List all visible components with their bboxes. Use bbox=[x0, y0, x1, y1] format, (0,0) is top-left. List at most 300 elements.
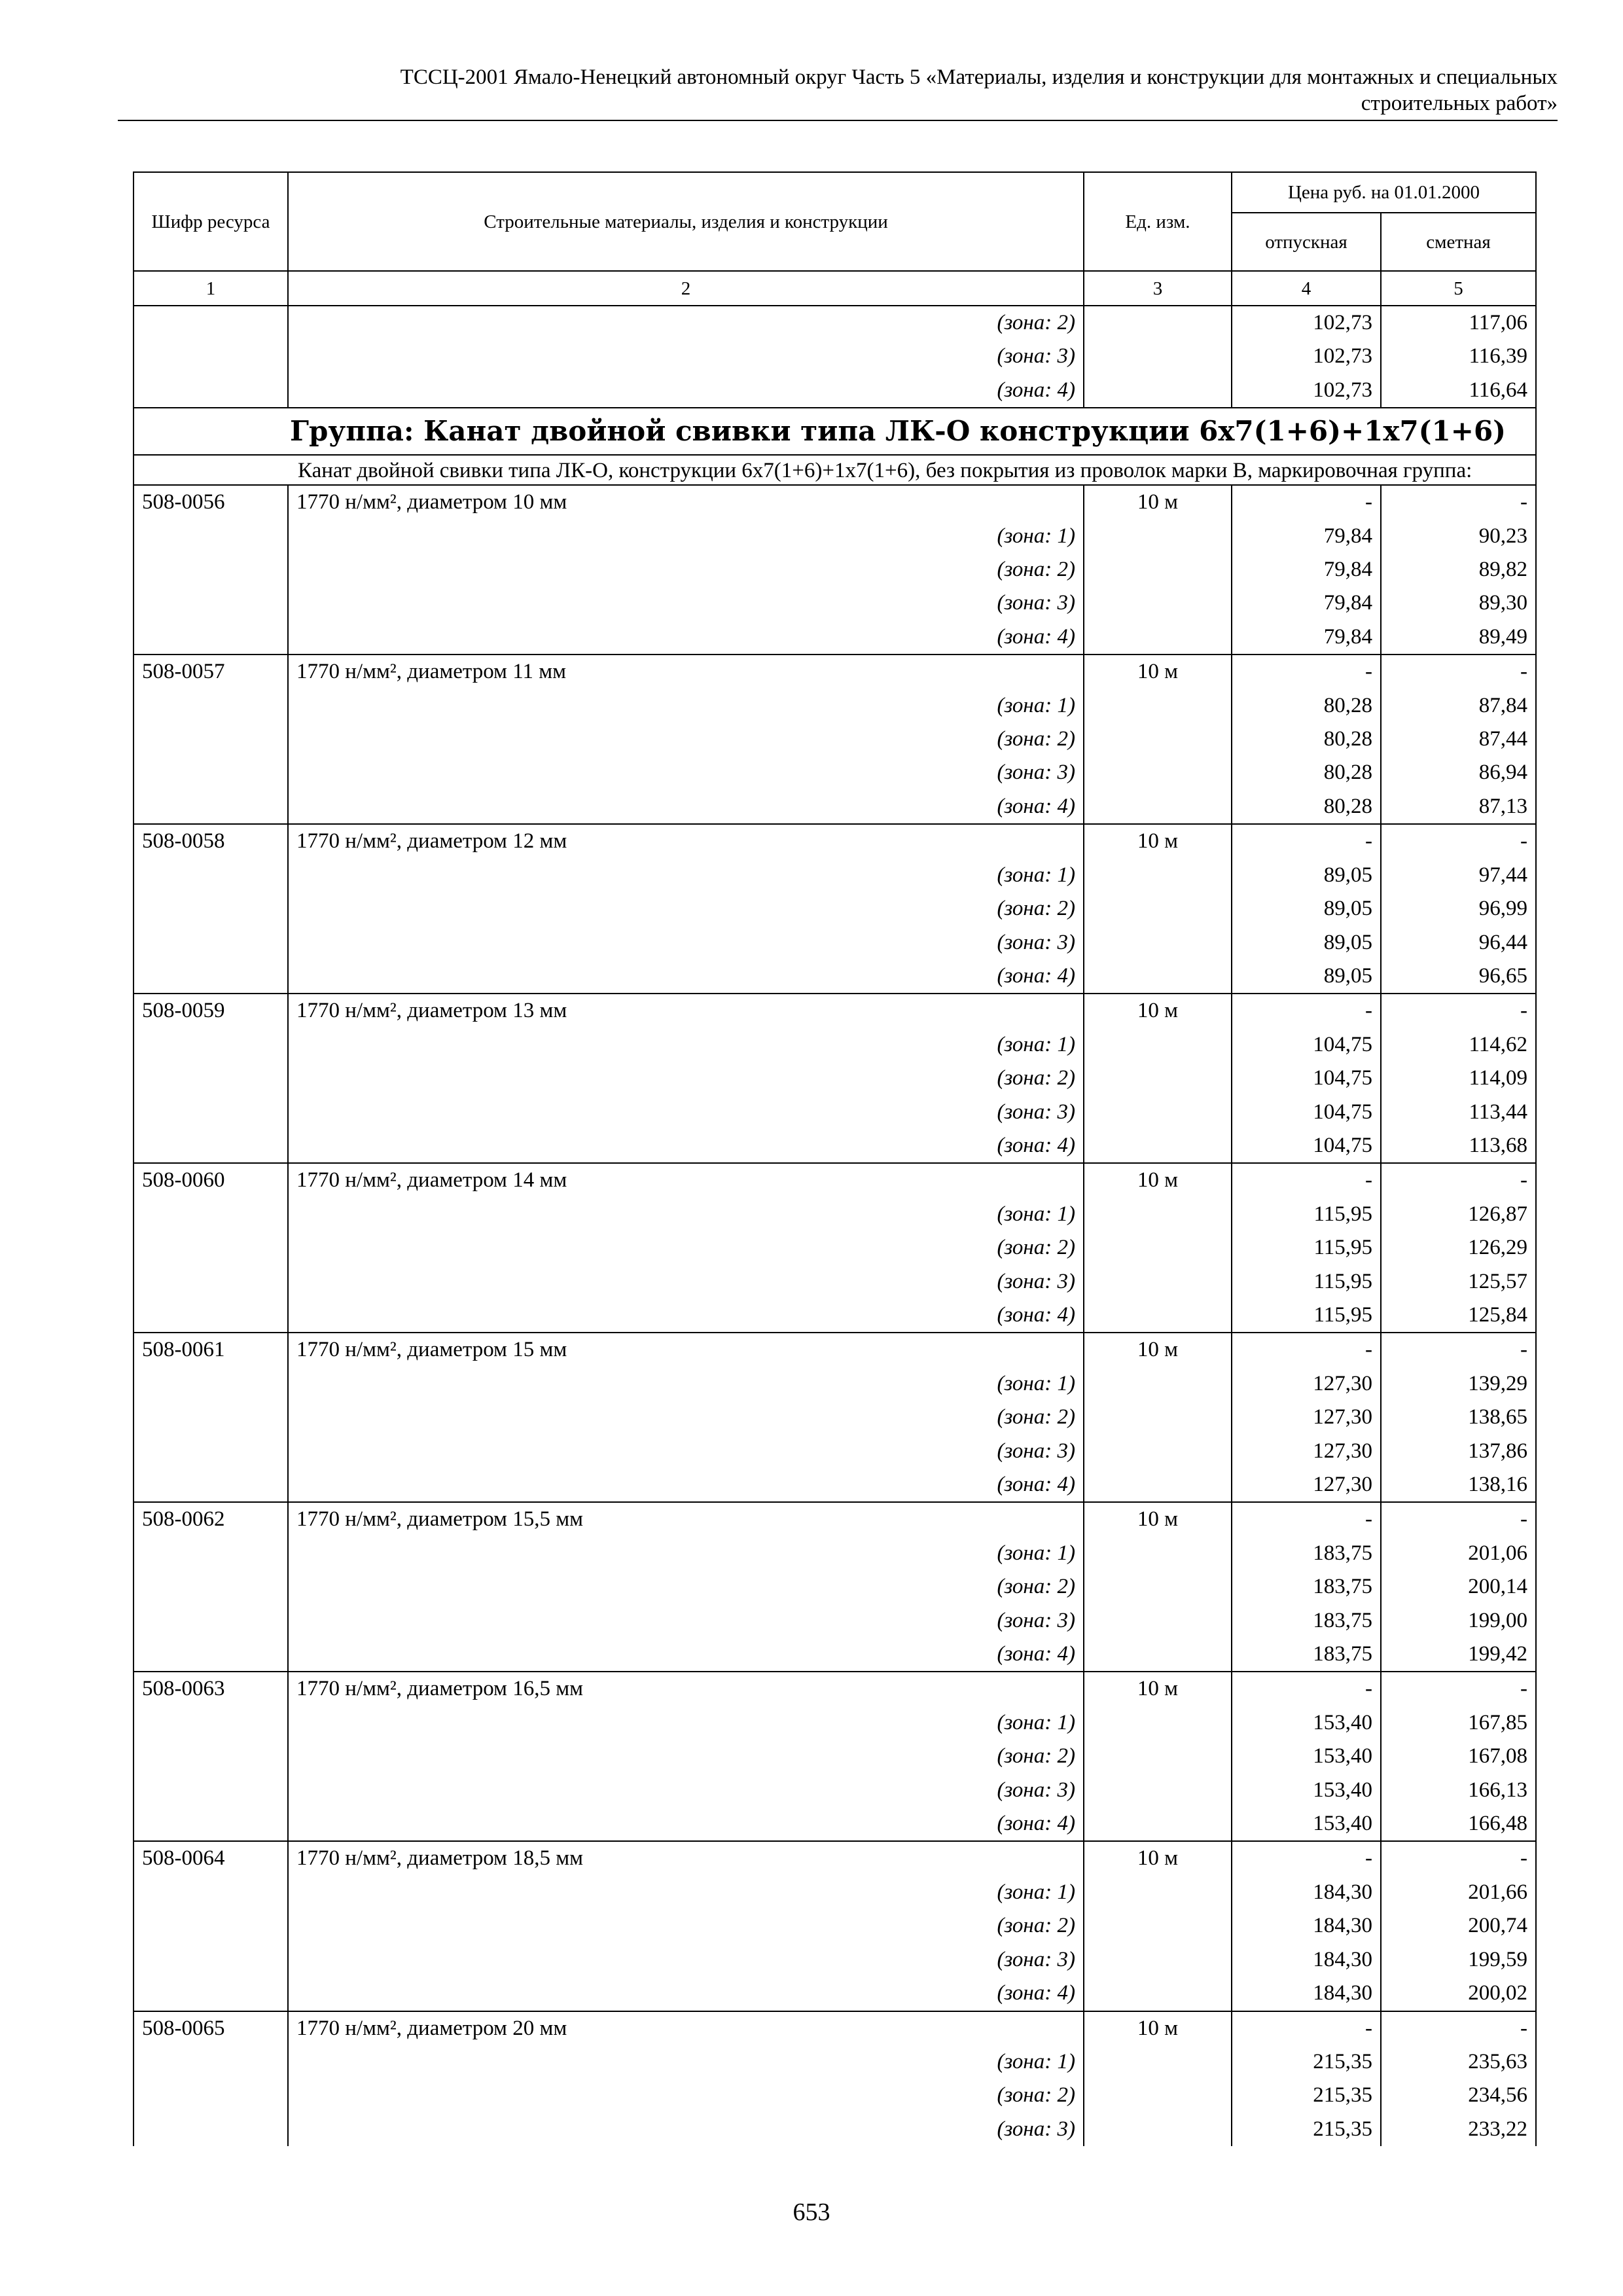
release-price: 115,95 bbox=[1232, 1299, 1381, 1333]
estimate-price: 166,48 bbox=[1381, 1807, 1536, 1841]
zone-label: (зона: 4) bbox=[288, 1299, 1084, 1333]
zone-label: (зона: 2) bbox=[288, 1740, 1084, 1773]
zone-row bbox=[134, 1231, 1536, 1265]
zone-row bbox=[134, 586, 1536, 620]
empty-code-cell bbox=[134, 1977, 288, 2011]
item-row bbox=[134, 1502, 1536, 1536]
page-number: 653 bbox=[793, 2198, 830, 2226]
empty-unit-cell bbox=[1084, 306, 1232, 340]
estimate-price: - bbox=[1381, 1672, 1536, 1706]
estimate-price: 117,06 bbox=[1381, 306, 1536, 340]
zone-row bbox=[134, 790, 1536, 824]
empty-unit-cell bbox=[1084, 2045, 1232, 2079]
empty-unit-cell bbox=[1084, 1028, 1232, 1062]
empty-unit-cell bbox=[1084, 892, 1232, 925]
empty-unit-cell bbox=[1084, 1401, 1232, 1434]
col-header-estimate: сметная bbox=[1381, 213, 1536, 271]
empty-unit-cell bbox=[1084, 520, 1232, 553]
column-number: 2 bbox=[288, 271, 1084, 306]
empty-unit-cell bbox=[1084, 1265, 1232, 1299]
release-price: 79,84 bbox=[1232, 586, 1381, 620]
zone-row bbox=[134, 1062, 1536, 1095]
zone-label: (зона: 1) bbox=[288, 1876, 1084, 1909]
zone-label: (зона: 1) bbox=[288, 520, 1084, 553]
resource-code: 508-0057 bbox=[134, 655, 288, 689]
group-description-row bbox=[134, 455, 1536, 485]
zone-row bbox=[134, 2079, 1536, 2112]
release-price: 184,30 bbox=[1232, 1909, 1381, 1943]
release-price: 183,75 bbox=[1232, 1537, 1381, 1570]
zone-label: (зона: 1) bbox=[288, 1367, 1084, 1401]
zone-label: (зона: 4) bbox=[288, 790, 1084, 824]
estimate-price: 114,62 bbox=[1381, 1028, 1536, 1062]
empty-unit-cell bbox=[1084, 1807, 1232, 1841]
zone-label: (зона: 4) bbox=[288, 1129, 1084, 1163]
release-price: 79,84 bbox=[1232, 553, 1381, 586]
zone-label: (зона: 4) bbox=[288, 1807, 1084, 1841]
release-price: - bbox=[1232, 1163, 1381, 1197]
empty-unit-cell bbox=[1084, 1468, 1232, 1502]
empty-unit-cell bbox=[1084, 1604, 1232, 1638]
col-header-price: Цена руб. на 01.01.2000 bbox=[1232, 172, 1536, 213]
zone-row bbox=[134, 1740, 1536, 1773]
unit: 10 м bbox=[1084, 1502, 1232, 1536]
zone-label: (зона: 3) bbox=[288, 2113, 1084, 2146]
estimate-price: 125,57 bbox=[1381, 1265, 1536, 1299]
estimate-price: 139,29 bbox=[1381, 1367, 1536, 1401]
empty-unit-cell bbox=[1084, 620, 1232, 655]
zone-label: (зона: 3) bbox=[288, 926, 1084, 960]
empty-code-cell bbox=[134, 1909, 288, 1943]
estimate-price: 167,08 bbox=[1381, 1740, 1536, 1773]
empty-unit-cell bbox=[1084, 1977, 1232, 2011]
empty-code-cell bbox=[134, 1265, 288, 1299]
empty-code-cell bbox=[134, 2045, 288, 2079]
empty-code-cell bbox=[134, 1537, 288, 1570]
zone-row bbox=[134, 756, 1536, 789]
estimate-price: 200,74 bbox=[1381, 1909, 1536, 1943]
resource-code: 508-0061 bbox=[134, 1333, 288, 1367]
estimate-price: 126,87 bbox=[1381, 1198, 1536, 1231]
empty-unit-cell bbox=[1084, 723, 1232, 756]
item-row bbox=[134, 1333, 1536, 1367]
release-price: 102,73 bbox=[1232, 340, 1381, 373]
zone-row bbox=[134, 1468, 1536, 1502]
empty-code-cell bbox=[134, 553, 288, 586]
estimate-price: 86,94 bbox=[1381, 756, 1536, 789]
zone-row bbox=[134, 1977, 1536, 2011]
item-name: 1770 н/мм², диаметром 16,5 мм bbox=[288, 1672, 1084, 1706]
release-price: 127,30 bbox=[1232, 1401, 1381, 1434]
estimate-price: 96,99 bbox=[1381, 892, 1536, 925]
zone-row bbox=[134, 960, 1536, 994]
empty-unit-cell bbox=[1084, 1570, 1232, 1604]
resource-code: 508-0060 bbox=[134, 1163, 288, 1197]
estimate-price: 138,65 bbox=[1381, 1401, 1536, 1434]
release-price: - bbox=[1232, 824, 1381, 858]
group-title-cell bbox=[134, 408, 1536, 455]
zone-label: (зона: 1) bbox=[288, 2045, 1084, 2079]
empty-code-cell bbox=[134, 689, 288, 723]
unit: 10 м bbox=[1084, 1333, 1232, 1367]
estimate-price: 200,02 bbox=[1381, 1977, 1536, 2011]
empty-code-cell bbox=[134, 2113, 288, 2146]
empty-code-cell bbox=[134, 340, 288, 373]
zone-row bbox=[134, 1367, 1536, 1401]
empty-code-cell bbox=[134, 1231, 288, 1265]
empty-unit-cell bbox=[1084, 1435, 1232, 1468]
release-price: 127,30 bbox=[1232, 1367, 1381, 1401]
zone-label: (зона: 1) bbox=[288, 1537, 1084, 1570]
empty-code-cell bbox=[134, 790, 288, 824]
release-price: 127,30 bbox=[1232, 1468, 1381, 1502]
release-price: 89,05 bbox=[1232, 859, 1381, 892]
item-row bbox=[134, 1163, 1536, 1197]
estimate-price: 116,39 bbox=[1381, 340, 1536, 373]
release-price: 104,75 bbox=[1232, 1129, 1381, 1163]
release-price: 215,35 bbox=[1232, 2079, 1381, 2112]
column-number: 5 bbox=[1381, 271, 1536, 306]
estimate-price: 201,06 bbox=[1381, 1537, 1536, 1570]
release-price: 104,75 bbox=[1232, 1062, 1381, 1095]
table-header-row bbox=[134, 172, 1536, 213]
empty-code-cell bbox=[134, 960, 288, 994]
header-line-1: ТССЦ-2001 Ямало-Ненецкий автономный округ Часть 5 «Материалы, изделия и конструкции для монтажных и специальных bbox=[400, 65, 1558, 89]
release-price: 80,28 bbox=[1232, 756, 1381, 789]
item-name: 1770 н/мм², диаметром 12 мм bbox=[288, 824, 1084, 858]
empty-code-cell bbox=[134, 1435, 288, 1468]
resource-code: 508-0063 bbox=[134, 1672, 288, 1706]
zone-row bbox=[134, 723, 1536, 756]
col-header-code: Шифр ресурса bbox=[134, 172, 288, 271]
release-price: 102,73 bbox=[1232, 306, 1381, 340]
release-price: 115,95 bbox=[1232, 1198, 1381, 1231]
release-price: 183,75 bbox=[1232, 1604, 1381, 1638]
release-price: 89,05 bbox=[1232, 892, 1381, 925]
empty-code-cell bbox=[134, 1638, 288, 1672]
zone-row bbox=[134, 1435, 1536, 1468]
estimate-price: 199,59 bbox=[1381, 1943, 1536, 1977]
empty-unit-cell bbox=[1084, 1231, 1232, 1265]
release-price: 153,40 bbox=[1232, 1807, 1381, 1841]
zone-label: (зона: 4) bbox=[288, 960, 1084, 994]
release-price: 153,40 bbox=[1232, 1706, 1381, 1740]
estimate-price: 201,66 bbox=[1381, 1876, 1536, 1909]
column-number: 4 bbox=[1232, 271, 1381, 306]
release-price: 183,75 bbox=[1232, 1638, 1381, 1672]
zone-row bbox=[134, 1706, 1536, 1740]
release-price: 115,95 bbox=[1232, 1231, 1381, 1265]
release-price: 80,28 bbox=[1232, 790, 1381, 824]
empty-unit-cell bbox=[1084, 756, 1232, 789]
item-name: 1770 н/мм², диаметром 20 мм bbox=[288, 2011, 1084, 2045]
zone-row bbox=[134, 620, 1536, 655]
release-price: 104,75 bbox=[1232, 1096, 1381, 1129]
empty-unit-cell bbox=[1084, 1096, 1232, 1129]
release-price: - bbox=[1232, 485, 1381, 519]
empty-code-cell bbox=[134, 1740, 288, 1773]
group-title: Группа: Канат двойной свивки типа ЛК-О конструкции 6х7(1+6)+1х7(1+6) bbox=[290, 415, 1507, 448]
item-name: 1770 н/мм², диаметром 18,5 мм bbox=[288, 1841, 1084, 1875]
unit: 10 м bbox=[1084, 2011, 1232, 2045]
estimate-price: 89,30 bbox=[1381, 586, 1536, 620]
zone-row bbox=[134, 1129, 1536, 1163]
release-price: 183,75 bbox=[1232, 1570, 1381, 1604]
empty-code-cell bbox=[134, 1028, 288, 1062]
empty-code-cell bbox=[134, 520, 288, 553]
zone-label: (зона: 3) bbox=[288, 1943, 1084, 1977]
empty-unit-cell bbox=[1084, 689, 1232, 723]
estimate-price: - bbox=[1381, 2011, 1536, 2045]
estimate-price: 125,84 bbox=[1381, 1299, 1536, 1333]
empty-code-cell bbox=[134, 620, 288, 655]
estimate-price: 199,42 bbox=[1381, 1638, 1536, 1672]
empty-code-cell bbox=[134, 1604, 288, 1638]
release-price: - bbox=[1232, 1841, 1381, 1875]
item-name: 1770 н/мм², диаметром 10 мм bbox=[288, 485, 1084, 519]
release-price: 215,35 bbox=[1232, 2113, 1381, 2146]
zone-row bbox=[134, 553, 1536, 586]
empty-unit-cell bbox=[1084, 1876, 1232, 1909]
zone-label: (зона: 4) bbox=[288, 620, 1084, 655]
estimate-price: - bbox=[1381, 485, 1536, 519]
zone-row bbox=[134, 520, 1536, 553]
unit: 10 м bbox=[1084, 1163, 1232, 1197]
estimate-price: - bbox=[1381, 994, 1536, 1028]
empty-unit-cell bbox=[1084, 2079, 1232, 2112]
item-name: 1770 н/мм², диаметром 15,5 мм bbox=[288, 1502, 1084, 1536]
empty-code-cell bbox=[134, 2079, 288, 2112]
empty-unit-cell bbox=[1084, 1299, 1232, 1333]
resource-code: 508-0058 bbox=[134, 824, 288, 858]
zone-label: (зона: 3) bbox=[288, 1265, 1084, 1299]
release-price: 153,40 bbox=[1232, 1740, 1381, 1773]
zone-label: (зона: 1) bbox=[288, 689, 1084, 723]
empty-code-cell bbox=[134, 1774, 288, 1807]
estimate-price: 113,44 bbox=[1381, 1096, 1536, 1129]
empty-unit-cell bbox=[1084, 960, 1232, 994]
zone-row bbox=[134, 1265, 1536, 1299]
resource-code: 508-0059 bbox=[134, 994, 288, 1028]
empty-code-cell bbox=[134, 1299, 288, 1333]
column-number: 3 bbox=[1084, 271, 1232, 306]
item-row bbox=[134, 1841, 1536, 1875]
group-description-cell bbox=[134, 455, 1536, 485]
column-number-row bbox=[134, 271, 1536, 306]
estimate-price: 87,44 bbox=[1381, 723, 1536, 756]
empty-unit-cell bbox=[1084, 1537, 1232, 1570]
empty-code-cell bbox=[134, 1129, 288, 1163]
release-price: 79,84 bbox=[1232, 520, 1381, 553]
group-description: Канат двойной свивки типа ЛК-О, конструкции 6х7(1+6)+1х7(1+6), без покрытия из проволок марки В, маркировочная группа: bbox=[298, 459, 1472, 483]
empty-unit-cell bbox=[1084, 586, 1232, 620]
release-price: 79,84 bbox=[1232, 620, 1381, 655]
zone-row bbox=[134, 1096, 1536, 1129]
zone-row bbox=[134, 926, 1536, 960]
price-table bbox=[133, 171, 1537, 2146]
release-price: - bbox=[1232, 994, 1381, 1028]
empty-unit-cell bbox=[1084, 553, 1232, 586]
empty-code-cell bbox=[134, 1570, 288, 1604]
item-row bbox=[134, 2011, 1536, 2045]
resource-code: 508-0056 bbox=[134, 485, 288, 519]
zone-label: (зона: 2) bbox=[288, 723, 1084, 756]
estimate-price: 113,68 bbox=[1381, 1129, 1536, 1163]
estimate-price: - bbox=[1381, 1333, 1536, 1367]
estimate-price: - bbox=[1381, 1841, 1536, 1875]
zone-row bbox=[134, 2045, 1536, 2079]
zone-row bbox=[134, 374, 1536, 408]
zone-row bbox=[134, 1774, 1536, 1807]
resource-code: 508-0065 bbox=[134, 2011, 288, 2045]
unit: 10 м bbox=[1084, 994, 1232, 1028]
unit: 10 м bbox=[1084, 655, 1232, 689]
item-row bbox=[134, 655, 1536, 689]
empty-unit-cell bbox=[1084, 1909, 1232, 1943]
estimate-price: 114,09 bbox=[1381, 1062, 1536, 1095]
zone-row bbox=[134, 1909, 1536, 1943]
resource-code: 508-0064 bbox=[134, 1841, 288, 1875]
empty-code-cell bbox=[134, 1096, 288, 1129]
empty-code-cell bbox=[134, 756, 288, 789]
release-price: 104,75 bbox=[1232, 1028, 1381, 1062]
release-price: 153,40 bbox=[1232, 1774, 1381, 1807]
release-price: 89,05 bbox=[1232, 926, 1381, 960]
zone-row bbox=[134, 1604, 1536, 1638]
empty-code-cell bbox=[134, 723, 288, 756]
zone-label: (зона: 3) bbox=[288, 1774, 1084, 1807]
empty-code-cell bbox=[134, 1062, 288, 1095]
empty-code-cell bbox=[134, 859, 288, 892]
zone-row bbox=[134, 689, 1536, 723]
zone-row bbox=[134, 1570, 1536, 1604]
estimate-price: 96,44 bbox=[1381, 926, 1536, 960]
estimate-price: 89,49 bbox=[1381, 620, 1536, 655]
empty-code-cell bbox=[134, 1367, 288, 1401]
header-rule bbox=[118, 120, 1558, 121]
estimate-price: 200,14 bbox=[1381, 1570, 1536, 1604]
release-price: - bbox=[1232, 655, 1381, 689]
item-name: 1770 н/мм², диаметром 14 мм bbox=[288, 1163, 1084, 1197]
zone-row bbox=[134, 1537, 1536, 1570]
unit: 10 м bbox=[1084, 1672, 1232, 1706]
release-price: - bbox=[1232, 2011, 1381, 2045]
item-name: 1770 н/мм², диаметром 13 мм bbox=[288, 994, 1084, 1028]
unit: 10 м bbox=[1084, 824, 1232, 858]
estimate-price: 234,56 bbox=[1381, 2079, 1536, 2112]
estimate-price: 166,13 bbox=[1381, 1774, 1536, 1807]
zone-label: (зона: 2) bbox=[288, 1231, 1084, 1265]
release-price: 115,95 bbox=[1232, 1265, 1381, 1299]
empty-unit-cell bbox=[1084, 1638, 1232, 1672]
zone-label: (зона: 2) bbox=[288, 2079, 1084, 2112]
empty-unit-cell bbox=[1084, 1740, 1232, 1773]
zone-row bbox=[134, 340, 1536, 373]
empty-unit-cell bbox=[1084, 926, 1232, 960]
item-row bbox=[134, 994, 1536, 1028]
col-header-unit: Ед. изм. bbox=[1084, 172, 1232, 271]
empty-code-cell bbox=[134, 1706, 288, 1740]
estimate-price: 138,16 bbox=[1381, 1468, 1536, 1502]
item-row bbox=[134, 824, 1536, 858]
estimate-price: 233,22 bbox=[1381, 2113, 1536, 2146]
release-price: 215,35 bbox=[1232, 2045, 1381, 2079]
zone-row bbox=[134, 1401, 1536, 1434]
item-name: 1770 н/мм², диаметром 15 мм bbox=[288, 1333, 1084, 1367]
zone-row bbox=[134, 1198, 1536, 1231]
unit: 10 м bbox=[1084, 485, 1232, 519]
zone-label: (зона: 1) bbox=[288, 1028, 1084, 1062]
header-line-2: строительных работ» bbox=[1361, 92, 1558, 115]
estimate-price: - bbox=[1381, 1502, 1536, 1536]
estimate-price: 97,44 bbox=[1381, 859, 1536, 892]
zone-label: (зона: 2) bbox=[288, 1909, 1084, 1943]
resource-code: 508-0062 bbox=[134, 1502, 288, 1536]
zone-label: (зона: 4) bbox=[288, 374, 1084, 408]
empty-code-cell bbox=[134, 374, 288, 408]
release-price: 80,28 bbox=[1232, 723, 1381, 756]
zone-label: (зона: 2) bbox=[288, 1570, 1084, 1604]
estimate-price: 137,86 bbox=[1381, 1435, 1536, 1468]
zone-row bbox=[134, 892, 1536, 925]
zone-row bbox=[134, 1807, 1536, 1841]
zone-row bbox=[134, 2113, 1536, 2146]
release-price: 184,30 bbox=[1232, 1977, 1381, 2011]
estimate-price: 89,82 bbox=[1381, 553, 1536, 586]
empty-code-cell bbox=[134, 306, 288, 340]
zone-label: (зона: 1) bbox=[288, 1706, 1084, 1740]
release-price: - bbox=[1232, 1333, 1381, 1367]
empty-code-cell bbox=[134, 1807, 288, 1841]
estimate-price: 199,00 bbox=[1381, 1604, 1536, 1638]
empty-unit-cell bbox=[1084, 340, 1232, 373]
estimate-price: 126,29 bbox=[1381, 1231, 1536, 1265]
zone-label: (зона: 3) bbox=[288, 586, 1084, 620]
zone-label: (зона: 4) bbox=[288, 1638, 1084, 1672]
zone-row bbox=[134, 1876, 1536, 1909]
release-price: - bbox=[1232, 1672, 1381, 1706]
column-number: 1 bbox=[134, 271, 288, 306]
zone-label: (зона: 4) bbox=[288, 1977, 1084, 2011]
zone-label: (зона: 2) bbox=[288, 1062, 1084, 1095]
empty-code-cell bbox=[134, 1198, 288, 1231]
release-price: 184,30 bbox=[1232, 1943, 1381, 1977]
estimate-price: 167,85 bbox=[1381, 1706, 1536, 1740]
zone-label: (зона: 3) bbox=[288, 1096, 1084, 1129]
empty-code-cell bbox=[134, 1876, 288, 1909]
zone-row bbox=[134, 1028, 1536, 1062]
empty-code-cell bbox=[134, 586, 288, 620]
col-header-release: отпускная bbox=[1232, 213, 1381, 271]
zone-label: (зона: 2) bbox=[288, 306, 1084, 340]
empty-unit-cell bbox=[1084, 1706, 1232, 1740]
item-name: 1770 н/мм², диаметром 11 мм bbox=[288, 655, 1084, 689]
zone-row bbox=[134, 859, 1536, 892]
release-price: 184,30 bbox=[1232, 1876, 1381, 1909]
release-price: 127,30 bbox=[1232, 1435, 1381, 1468]
col-header-name: Строительные материалы, изделия и конструкции bbox=[288, 172, 1084, 271]
zone-label: (зона: 3) bbox=[288, 340, 1084, 373]
item-row bbox=[134, 1672, 1536, 1706]
zone-label: (зона: 3) bbox=[288, 756, 1084, 789]
estimate-price: 90,23 bbox=[1381, 520, 1536, 553]
empty-code-cell bbox=[134, 1401, 288, 1434]
group-title-row bbox=[134, 408, 1536, 455]
zone-label: (зона: 2) bbox=[288, 1401, 1084, 1434]
empty-unit-cell bbox=[1084, 1062, 1232, 1095]
estimate-price: 96,65 bbox=[1381, 960, 1536, 994]
release-price: 80,28 bbox=[1232, 689, 1381, 723]
